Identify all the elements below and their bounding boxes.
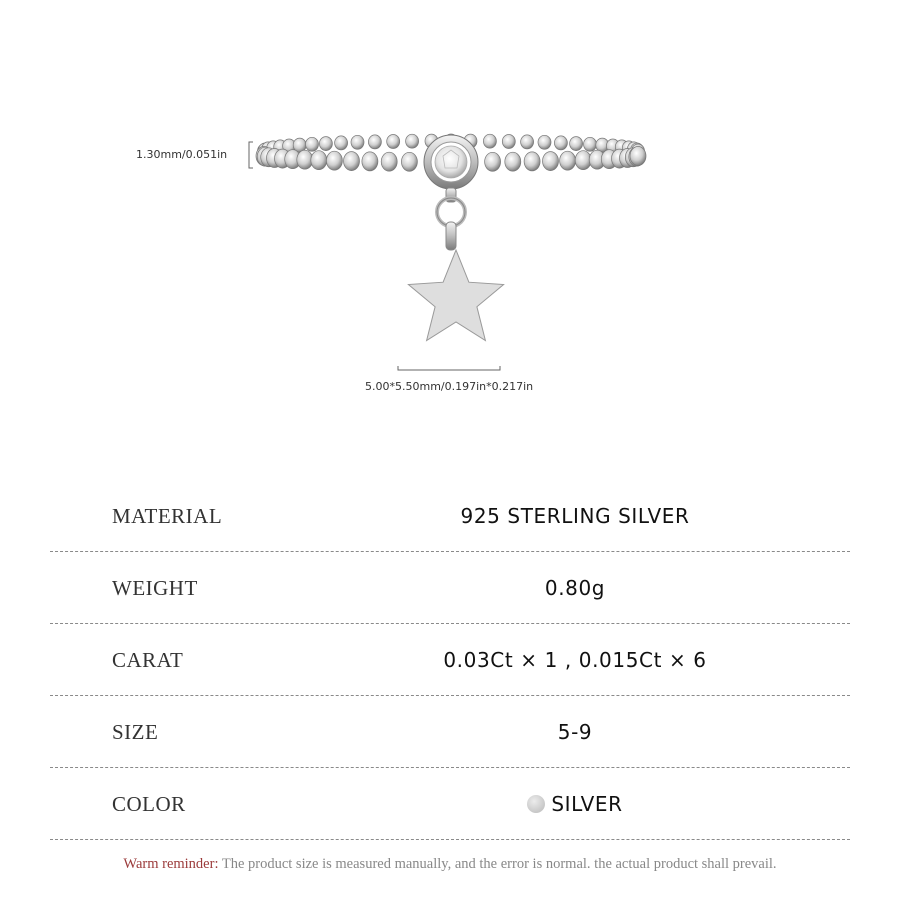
band-bead [335,136,348,150]
band-width-bracket [249,142,253,168]
band-bead [570,137,583,151]
band-bead [483,134,496,148]
star-charm [408,250,503,341]
bezel-stone [424,135,478,189]
charm-size-bracket [398,366,500,370]
band-bead [538,135,551,149]
band-bead [351,135,364,149]
band-bead [362,152,378,171]
color-value: SILVER [551,792,623,816]
band-bead [306,137,319,151]
spec-row-carat [50,624,850,696]
spec-label: COLOR [112,792,186,816]
band-bead [502,135,515,149]
band-bead [401,152,417,171]
band-bead [543,152,559,171]
band-bead [387,135,400,149]
band-bead [505,152,521,171]
band-bead [381,152,397,171]
band-bead [311,151,327,170]
spec-table [50,480,850,840]
spec-value: 5-9 [557,720,593,744]
spec-row-size [50,696,850,768]
band-bead [406,134,419,148]
band-bead [584,137,597,151]
spec-row-color [50,768,850,840]
warm-reminder [0,856,900,873]
band-bead [630,147,646,166]
band-bead [368,135,381,149]
spec-value-color [410,792,740,816]
spec-label: MATERIAL [112,504,223,528]
spec-value: 0.80g [544,576,606,600]
charm-size-label: 5.00*5.50mm/0.197in*0.217in [365,380,534,393]
jump-ring [437,188,465,250]
spec-label: SIZE [112,720,159,744]
band-bead [521,135,534,149]
band-bead [297,150,313,169]
spec-label: WEIGHT [112,576,198,600]
band-bead [319,137,332,151]
color-swatch [527,795,545,813]
spec-row-material [50,480,850,552]
band-bead [560,151,576,170]
spec-label: CARAT [112,648,184,672]
band-bead [554,136,567,150]
star-base [408,250,503,341]
band-bead [575,151,591,170]
band-bead [344,152,360,171]
band-width-label: 1.30mm/0.051in [136,148,228,161]
spec-value: 0.03Ct × 1 , 0.015Ct × 6 [443,648,707,672]
reminder-key: Warm reminder: [123,856,219,872]
spec-value: 925 STERLING SILVER [460,504,690,528]
spec-row-weight [50,552,850,624]
band-bead [524,152,540,171]
band-bead [326,151,342,170]
band-bead [485,152,501,171]
reminder-text: The product size is measured manually, and the error is normal. the actual product shall prevail. [218,856,777,872]
